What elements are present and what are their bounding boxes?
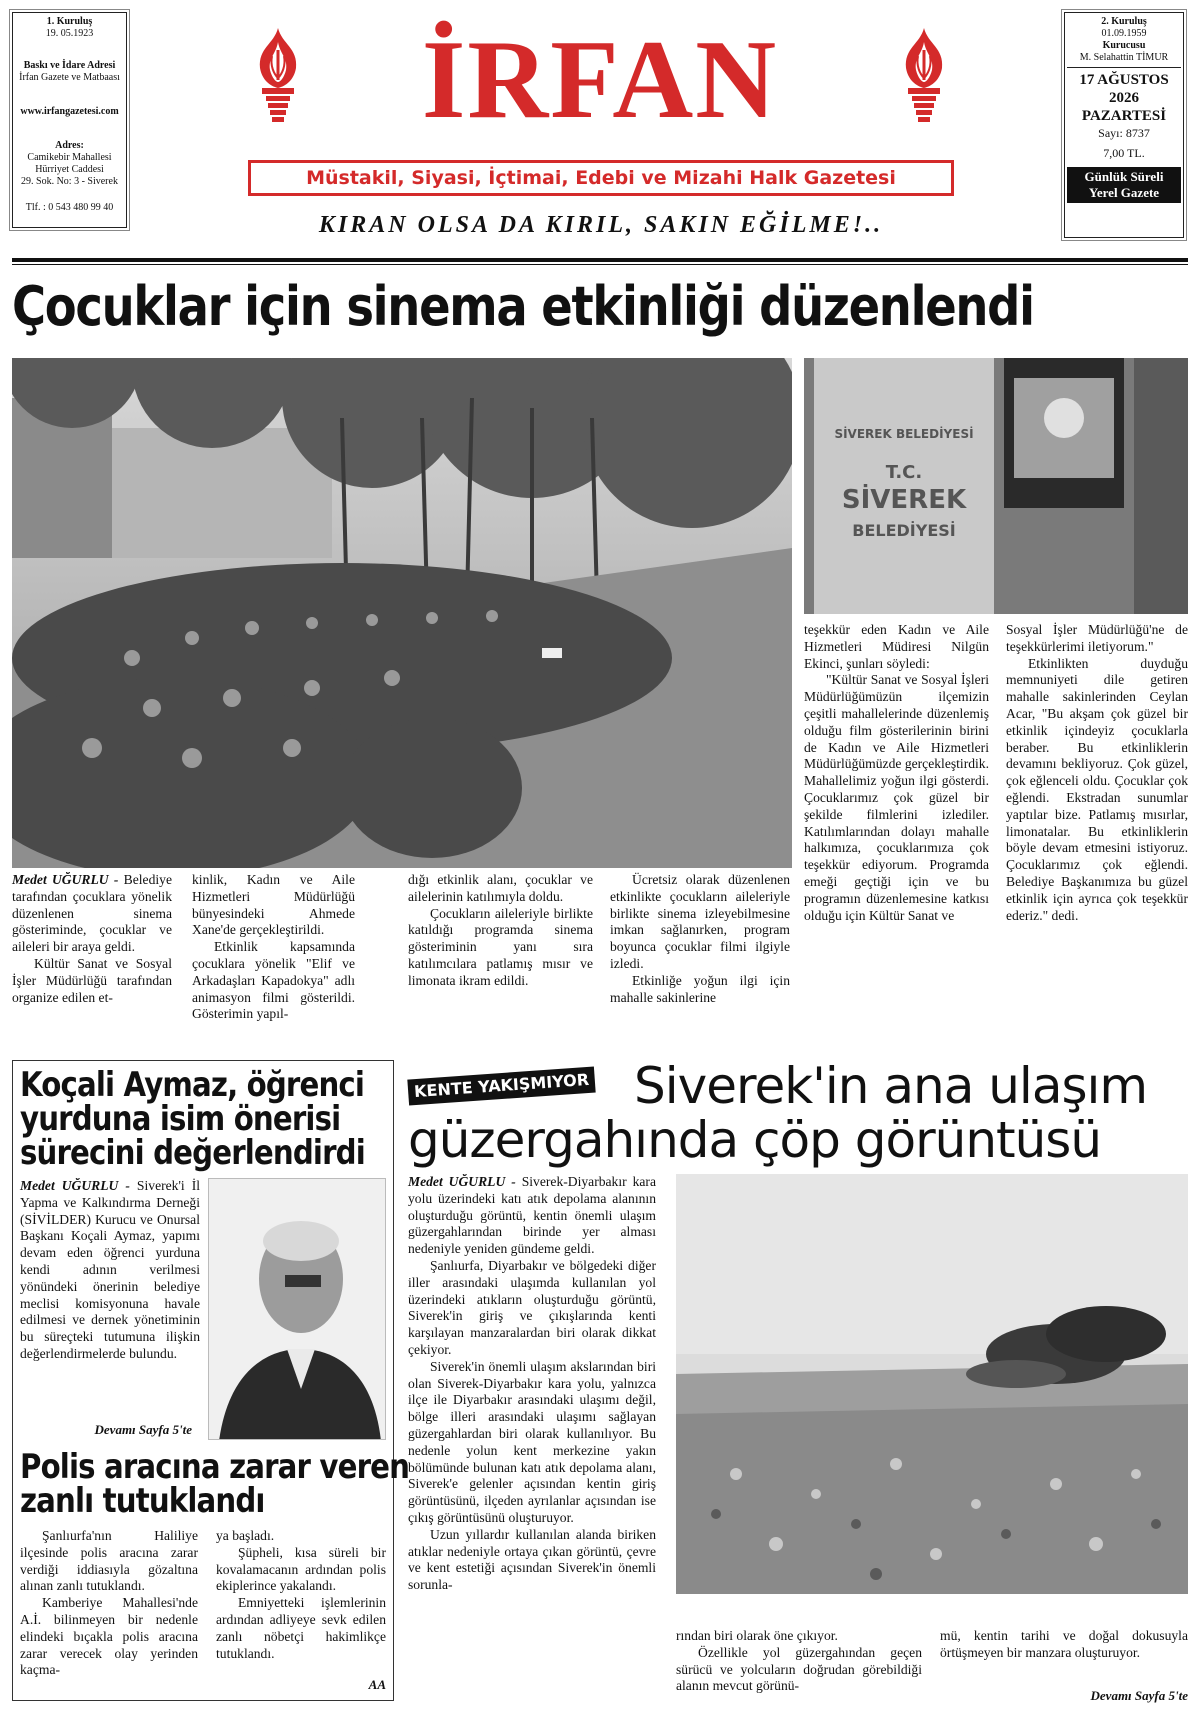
story4-col-1 xyxy=(408,1174,656,1594)
issue-number: Sayı: 8737 xyxy=(1098,126,1150,140)
publication-type-badge xyxy=(1067,167,1181,203)
story3-col-2 xyxy=(216,1528,386,1662)
story4-text: rından biri olarak öne çıkıyor. xyxy=(676,1628,838,1643)
story3-text: Şüpheli, kısa süreli bir kovalamacanın ardından polis ekiplerince yakalandı. xyxy=(216,1544,386,1594)
masthead-divider-thick xyxy=(12,258,1188,262)
main-story-text: "Kültür Sanat ve Sosyal İşleri Müdürlüğümüzün ilçemizin çeşitli mahallelerinde düzenlemiş olduğu film gösterilerinin birini de Kadın ve Aile Hizmetleri Müdürlüğümüzde gerçekleştirdik. Mahallelimiz yoğun ilgi gösterdi. Çocuklarımız çok güzel bir şekilde filmlerini izlediler. Katılımlarından dolayı mahalle halkımıza, çocuklarımıza çok teşekkür ediyorum. Programda emeği geçtiği için ve bu programın düzenlemesine katkısı olduğu için Kültür Sanat ve xyxy=(804,672,989,923)
torch-logo-right-icon xyxy=(890,24,958,124)
main-story-text: kinlik, Kadın ve Aile Hizmetleri Müdürlüğü bünyesindeki Ahmede Xane'de gerçekleştirildi. xyxy=(192,872,355,938)
main-story-text: teşekkür eden Kadın ve Aile Hizmetleri Müdiresi Nilgün Ekinci, şunları söyledi: xyxy=(804,622,989,671)
main-story-text: Etkinliğe yoğun ilgi için mahalle sakinlerine xyxy=(610,972,790,1005)
main-story-col-2 xyxy=(192,872,355,1023)
main-story-text: Etkinlik kapsamında çocuklara yönelik "Elif ve Arkadaşları Kapadokya" adlı animasyon filmi gösterildi. Gösterimin yapıl- xyxy=(192,939,355,1022)
banner-text-2: T.C. xyxy=(885,462,923,483)
banner-text-3: SİVEREK xyxy=(841,485,967,515)
issue-price: 7,00 TL. xyxy=(1103,146,1145,160)
main-story-col-4 xyxy=(610,872,790,1006)
story2-headline-line-2: yurduna isim önerisi xyxy=(20,1099,341,1139)
story2-headline xyxy=(20,1065,365,1173)
address-line-3: 29. Sok. No: 3 - Siverek xyxy=(21,176,118,187)
torch-logo-left-icon xyxy=(244,24,312,124)
story2-headline-line-3: sürecini değerlendirdi xyxy=(20,1133,365,1173)
issue-date-day: 17 AĞUSTOS xyxy=(1079,72,1169,88)
main-story-byline: Medet UĞURLU - xyxy=(12,872,119,887)
banner-text-4: BELEDİYESİ xyxy=(852,521,956,540)
issue-date-year: 2026 xyxy=(1109,90,1139,106)
phone-number: Tlf. : 0 543 480 99 40 xyxy=(25,202,114,213)
masthead-left-info-box xyxy=(12,12,127,228)
story3-text: Şanlıurfa'nın Haliliye ilçesinde polis aracına zarar verdiği iddiasıyla gözaltına alınan zanlı tutuklandı. xyxy=(20,1528,198,1594)
story4-col-2 xyxy=(676,1628,922,1695)
municipality-banner-photo xyxy=(804,358,1188,614)
story4-text: Özellikle yol güzergahından geçen sürücü ve yolcuların doğrudan görebildiği alanın mevcut görünü- xyxy=(676,1644,922,1694)
address-title: Baskı ve İdare Adresi xyxy=(23,60,116,71)
landfill-image xyxy=(676,1174,1188,1594)
main-story-text: dığı etkinlik alanı, çocuklar ve ailelerinin katılımıyla doldu. xyxy=(408,872,593,904)
address-label: Adres: xyxy=(55,140,84,151)
story4-text: Siverek-Diyarbakır kara yolu üzerindeki katı atık depolama alanının oluşturduğu görüntü, kentin önemli ulaşım güzergahlarından birinde yer alması nedeniyle yeniden gündeme geldi. xyxy=(408,1174,656,1257)
story4-text: Siverek'in önemli ulaşım akslarından biri olan Siverek-Diyarbakır kara yolu, yalnızca ilçe ile Diyarbakır arasındaki ulaşımı değil, bölge illeri arasındaki ulaşımı sağlayan güzergahlardan biri olarak kullanılıyor. Bu nedenle yolun kent merkezine yakın bölümünde bulunan katı atık depolama alanı, Siverek'e gelenler açısından kentin giriş görüntüsünü, ilçeden ayrılanlar açısından ise çıkış görüntüsünü oluşturuyor. xyxy=(408,1358,656,1525)
founder-label: Kurucusu xyxy=(1102,40,1146,51)
main-story-text: Belediye tarafından çocuklara yönelik düzenlenen sinema gösteriminde, çocuklar ve aileleri bir araya geldi. xyxy=(12,872,172,955)
second-founding-date: 01.09.1959 xyxy=(1101,28,1147,39)
story4-continued-link[interactable]: Devamı Sayfa 5'te xyxy=(1090,1688,1188,1703)
story2-headline-line-1: Koçali Aymaz, öğrenci xyxy=(20,1065,365,1105)
main-story-col-3 xyxy=(408,872,593,990)
publication-type-line-2: Yerel Gazete xyxy=(1088,185,1160,200)
story3-headline-line-2: zanlı tutuklandı xyxy=(20,1481,265,1521)
newspaper-motto: KIRAN OLSA DA KIRIL, SAKIN EĞİLME!.. xyxy=(318,212,884,238)
second-founding-label: 2. Kuruluş xyxy=(1101,16,1147,27)
story3-text: Kamberiye Mahallesi'nde A.İ. bilinmeyen bir nedenle elindeki bıçakla polis aracına zarar verecek olay yerinden kaçma- xyxy=(20,1595,198,1678)
story4-byline: Medet UĞURLU - xyxy=(408,1174,516,1189)
story4-text: mü, kentin tarihi ve doğal dokusuyla örtüşmeyen bir manzara oluşturuyor. xyxy=(940,1628,1188,1660)
story2-text: Siverek'i İl Yapma ve Kalkındırma Derneği (SİVİLDER) Kurucu ve Onursal Başkanı Koçali Aymaz, yapımı devam eden öğrenci yurduna kendi adının verilmesi yönündeki önerinin belediye meclisi komisyonuna havale edilmesi ve dernek yönetiminin bu süreçteki tutumuna ilişkin değerlendirmelerde bulundu. xyxy=(20,1178,200,1361)
story2-byline: Medet UĞURLU - xyxy=(20,1178,130,1193)
story4-col-3 xyxy=(940,1628,1188,1662)
story2-portrait-photo xyxy=(208,1178,386,1440)
main-story-text: Sosyal İşler Müdürlüğü'ne de teşekkürlerimi iletiyorum." xyxy=(1006,622,1188,654)
story3-text: Emniyetteki işlemlerinin ardından adliyeye sevk edilen zanlı nöbetçi hakimlikçe tutuklandı. xyxy=(216,1595,386,1661)
story4-kicker: KENTE YAKIŞMIYOR xyxy=(407,1067,596,1106)
address-line-1: Camikebir Mahallesi xyxy=(27,152,112,163)
story3-headline-line-1: Polis aracına zarar veren xyxy=(20,1447,410,1487)
main-story-text: Kültür Sanat ve Sosyal İşler Müdürlüğü tarafından organize edilen et- xyxy=(12,955,172,1005)
story4-text: Şanlıurfa, Diyarbakır ve bölgedeki diğer iller arasındaki ulaşımda kullanılan yol üzerindeki atıkların oluşturduğu görüntü, Siverek'in giriş ve çıkışlarında kenti karşılayan manzaralardan biri olarak dikkat çekiyor. xyxy=(408,1257,656,1357)
story4-text: Uzun yıllardır kullanılan alanda biriken atıklar nedeniyle ortaya çıkan görüntü, çevre ve kent estetiği açısından Siverek'in önemli sorunla- xyxy=(408,1526,656,1593)
story4-landfill-photo xyxy=(676,1174,1188,1594)
main-story-photo xyxy=(12,358,792,868)
address-line-2: Hürriyet Caddesi xyxy=(35,164,104,175)
address-name: İrfan Gazete ve Matbaası xyxy=(19,72,120,83)
publication-type-line-1: Günlük Süreli xyxy=(1084,169,1164,184)
story4-headline-line-2: güzergahında çöp görüntüsü xyxy=(408,1111,1102,1169)
cinema-crowd-photo xyxy=(12,358,792,868)
story3-source: AA xyxy=(368,1677,386,1692)
first-founding-date: 19. 05.1923 xyxy=(45,28,94,39)
founder-name: M. Selahattin TİMUR xyxy=(1079,52,1169,63)
story3-text: ya başladı. xyxy=(216,1528,275,1543)
story2-body xyxy=(20,1178,200,1363)
story3-col-1 xyxy=(20,1528,198,1679)
main-story-text: Ücretsiz olarak düzenlenen etkinlikte çocukların aileleriyle birlikte sinema izleyebilmesine imkan sağlanırken, program boyunca çocuklar filmi ilgiyle izledi. xyxy=(610,872,790,971)
main-story-text: Etkinlikten duyduğu memnuniyeti dile getiren mahalle sakinlerinden Ceylan Acar, "Bu akşam çok güzel bir etkinlik içindeyiz çocuklarla beraber. Bu etkinliklerin devamını bekliyoruz. Çok güzel, çok eğlenceli oldu. Çocuklar çok eğlendi. Ekstradan sunumlar yaptılar bize. Patlamış mısırlar, limonatalar. Bu etkinliklerin böyle devam etmesini istiyoruz. Çocuklarımız çok eğlendi. Belediye Başkanımıza bu güzel etkinlik için ayrıca çok teşekkür ederiz." dedi. xyxy=(1006,655,1188,923)
newspaper-slogan: Müstakil, Siyasi, İçtimai, Edebi ve Mizahi Halk Gazetesi xyxy=(248,160,954,196)
story2-continued-link[interactable]: Devamı Sayfa 5'te xyxy=(94,1422,192,1437)
main-story-col-6 xyxy=(1006,622,1188,924)
main-story-side-photo xyxy=(804,358,1188,614)
website-link[interactable]: www.irfangazetesi.com xyxy=(20,106,119,117)
newspaper-title: İRFAN xyxy=(421,18,779,142)
main-story-col-1 xyxy=(12,872,172,1006)
story4-headline-line-1: Siverek'in ana ulaşım xyxy=(634,1057,1148,1115)
masthead-divider-thin xyxy=(12,264,1188,265)
masthead-right-info-box xyxy=(1064,12,1184,238)
issue-date-weekday: PAZARTESİ xyxy=(1081,108,1167,124)
story3-headline xyxy=(20,1447,410,1521)
banner-text-1: SİVEREK BELEDİYESİ xyxy=(834,427,974,441)
main-story-text: Çocukların aileleriyle birlikte katıldığı programda sinema gösteriminin yanı sıra katılımcılara patlamış mısır ve limonata ikram edildi. xyxy=(408,905,593,988)
main-story-col-5 xyxy=(804,622,989,924)
main-headline: Çocuklar için sinema etkinliği düzenlendi xyxy=(12,275,1034,338)
first-founding-label: 1. Kuruluş xyxy=(46,16,93,27)
portrait-image xyxy=(209,1179,386,1440)
